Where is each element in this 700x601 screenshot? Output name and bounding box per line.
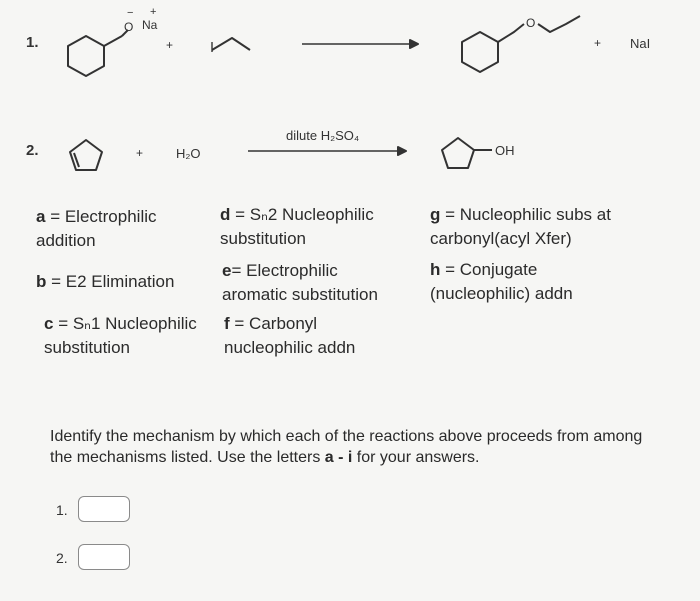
mechanism-a: a = Electrophilic addition [36,207,157,250]
reaction-condition: dilute H₂SO₄ [286,128,360,143]
cyclopentane-ring [442,138,474,168]
water-label: H₂O [176,146,201,161]
ether-chain [498,24,524,42]
positive-charge-label: + [150,6,157,18]
mechanism-h: h = Conjugate (nucleophilic) addn [430,260,573,303]
answer-1-input[interactable] [78,496,130,522]
reaction-1-number: 1. [26,34,39,51]
reaction-arrow-2-head [398,147,406,155]
ethyl-iodide-chain [212,38,250,50]
hydroxyl-label: OH [495,143,515,158]
ch2-bond [104,36,122,46]
mechanism-g: g = Nucleophilic subs at carbonyl(acyl Xfer) [430,205,611,248]
cyclohexane-ring-product [462,32,498,72]
plus-sign-3: + [136,146,144,160]
negative-charge-label: − [127,7,134,19]
ether-ethyl [538,16,580,32]
mechanism-d: d = Sₙ2 Nucleophilic substitution [220,205,374,248]
mechanism-e: e= Electrophilic aromatic substitution [222,261,378,304]
answer-2-input[interactable] [78,544,130,570]
reaction-arrow-1-head [410,40,418,48]
cyclohexane-ring-1 [68,36,104,76]
answer-1-label: 1. [56,502,68,518]
answer-2-label: 2. [56,550,68,566]
sodium-iodide-label: NaI [630,36,651,51]
alkoxide-oxygen-label: O [124,20,134,34]
question-text: Identify the mechanism by which each of the reactions above proceeds from among the mechanisms listed. Use the letters a - i for your answers. [50,428,643,466]
plus-sign-1: + [166,38,174,52]
mechanism-b: b = E2 Elimination [36,272,175,291]
reaction-2-number: 2. [26,142,39,159]
plus-sign-2: + [594,36,602,50]
sodium-label: Na [142,18,158,32]
mechanism-c: c = Sₙ1 Nucleophilic substitution [44,314,197,357]
mechanism-f: f = Carbonyl nucleophilic addn [224,314,356,357]
ether-oxygen-label: O [526,16,536,30]
